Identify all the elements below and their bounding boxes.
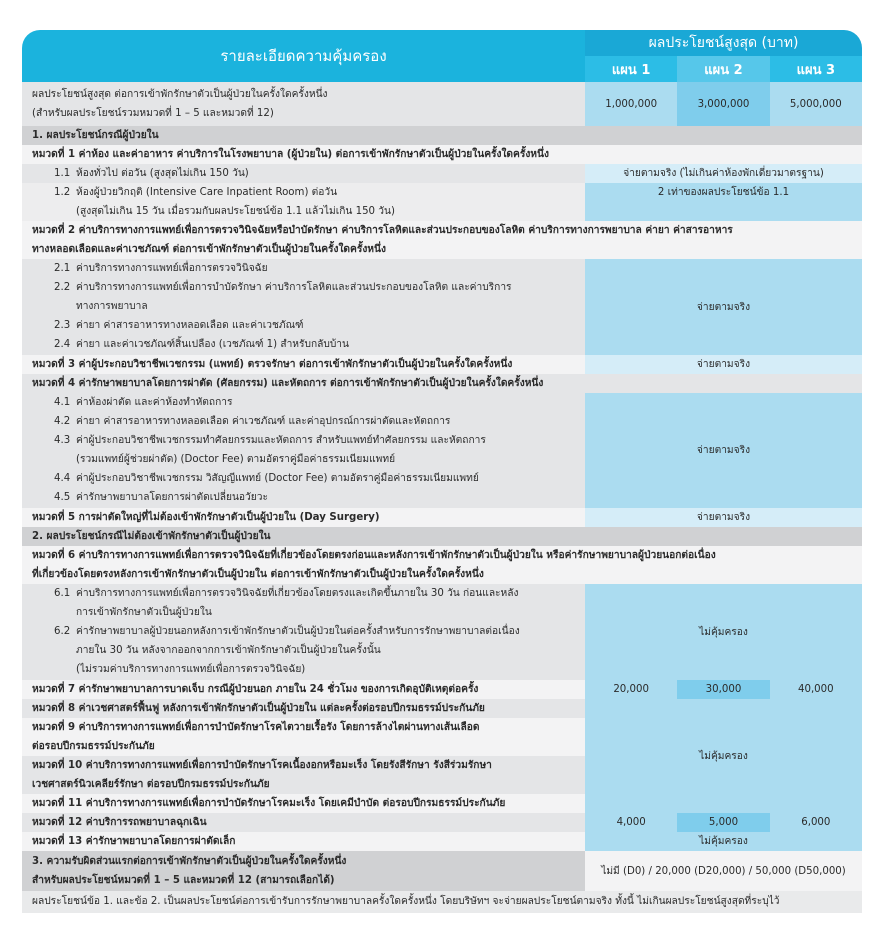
max-benefit-line1: ผลประโยชน์สูงสุด ต่อการเข้าพักรักษาตัวเป็นผู้ป่วยในครั้งใดครั้งหนึ่ง (32, 89, 328, 100)
section-2-header: 2. ผลประโยชน์กรณีไม่ต้องเข้าพักรักษาตัวเป็นผู้ป่วยใน (22, 527, 862, 546)
category-4-value: จ่ายตามจริง (585, 393, 862, 508)
category-5-row: หมวดที่ 5 การผ่าตัดใหญ่ที่ไม่ต้องเข้าพักรักษาตัวเป็นผู้ป่วยใน (Day Surgery) จ่ายตามจริง (22, 508, 862, 527)
category-12-plan2: 5,000 (677, 813, 769, 832)
category-8-row: หมวดที่ 8 ค่าเวชศาสตร์ฟื้นฟู หลังการเข้าพักรักษาตัวเป็นผู้ป่วยใน แต่ละครั้งต่อรอบปีกรมธรรม์ประกันภัย (22, 699, 585, 718)
item-1-2-value: 2 เท่าของผลประโยชน์ข้อ 1.1 (585, 183, 862, 221)
item-number: 4.5 (54, 492, 71, 503)
section-3-row: 3. ความรับผิดส่วนแรกต่อการเข้าพักรักษาตัวเป็นผู้ป่วยในครั้งใดครั้งหนึ่ง สำหรับผลประโยชน์หมวดที่ 1 – 5 และหมวดที่ 12 (สามารถเลือกได้) ไม่มี (D0) / 20,000 (D20,000) / 50,000 (D50,000) (22, 851, 862, 891)
item-number: 2.3 (54, 320, 71, 331)
item-1-1-value: จ่ายตามจริง (ไม่เกินค่าห้องพักเดี่ยวมาตรฐาน) (585, 164, 862, 183)
plan-2-header: แผน 2 (677, 56, 769, 82)
category-7-plan2: 30,000 (677, 680, 769, 699)
details-header: รายละเอียดความคุ้มครอง (22, 30, 585, 82)
item-text: ค่ายา ค่าสารอาหารทางหลอดเลือด และค่าเวชภัณฑ์ (76, 320, 304, 331)
item-text: ค่าบริการทางการแพทย์เพื่อการบำบัดรักษา ค่าบริการโลหิตและส่วนประกอบของโลหิต และค่าบริการ (76, 282, 512, 293)
category-2-item-2-4 (54, 335, 585, 354)
category-4-item-4-2 (54, 412, 585, 431)
coverage-table (22, 30, 862, 913)
category-12-plan3: 6,000 (770, 813, 862, 832)
item-number: 2.4 (54, 339, 71, 350)
item-number: 4.3 (54, 435, 71, 446)
item-number: 2.1 (54, 263, 71, 274)
category-6-value: ไม่คุ้มครอง (585, 584, 862, 680)
max-benefit-plan3: 5,000,000 (770, 82, 862, 126)
item-text-continued: ภายใน 30 วัน หลังจากออกจากการเข้าพักรักษาตัวเป็นผู้ป่วยในครั้งนั้น (76, 645, 381, 656)
category-13-value: ไม่คุ้มครอง (585, 832, 862, 851)
category-4-items (22, 393, 862, 508)
category-4-item-4-3 (54, 431, 585, 450)
section-1-header: 1. ผลประโยชน์กรณีผู้ป่วยใน (22, 126, 862, 145)
item-text: ค่าผู้ประกอบวิชาชีพเวชกรรมทำศัลยกรรมและหัตถการ สำหรับแพทย์ทำศัลยกรรม และหัตถการ (76, 435, 486, 446)
item-text: ค่ายา ค่าสารอาหารทางหลอดเลือด ค่าเวชภัณฑ์ และค่าอุปกรณ์การผ่าตัดและหัตถการ (76, 416, 451, 427)
category-8-11-value: ไม่คุ้มครอง (585, 699, 862, 813)
deductible-value: ไม่มี (D0) / 20,000 (D20,000) / 50,000 (D50,000) (585, 851, 862, 891)
item-text: ค่าบริการทางการแพทย์เพื่อการตรวจวินิจฉัย (76, 263, 268, 274)
category-9-row: หมวดที่ 9 ค่าบริการทางการแพทย์เพื่อการบำบัดรักษาโรคไตวายเรื้อรัง โดยการล้างไตผ่านทางเส้นเลือด ต่อรอบปีกรมธรรม์ประกันภัย (22, 718, 585, 756)
item-text: ค่ารักษาพยาบาลผู้ป่วยนอกหลังการเข้าพักรักษาตัวเป็นผู้ป่วยในต่อครั้งสำหรับการรักษาพยาบาลต่อเนื่อง (76, 626, 520, 637)
category-2-value: จ่ายตามจริง (585, 259, 862, 355)
item-1-2-row: 1.2 ห้องผู้ป่วยวิกฤติ (Intensive Care Inpatient Room) ต่อวัน (สูงสุดไม่เกิน 15 วัน เมื่อรวมกับผลประโยชน์ข้อ 1.1 แล้วไม่เกิน 150 วัน) 2 เท่าของผลประโยชน์ข้อ 1.1 (22, 183, 862, 221)
category-7-plan1: 20,000 (585, 680, 677, 699)
category-12-row: หมวดที่ 12 ค่าบริการรถพยาบาลฉุกเฉิน 4,000 5,000 6,000 (22, 813, 862, 832)
category-2-item-2-2 (54, 278, 585, 297)
category-4-item-4-5 (54, 488, 585, 507)
category-2-row: หมวดที่ 2 ค่าบริการทางการแพทย์เพื่อการตรวจวินิจฉัยหรือบำบัดรักษา ค่าบริการโลหิตและส่วนประกอบของโลหิต ค่าบริการทางการพยาบาล ค่ายา ค่าสารอาหาร ทางหลอดเลือดและค่าเวชภัณฑ์ ต่อการเข้าพักรักษาตัวเป็นผู้ป่วยในครั้งใดครั้งหนึ่ง (22, 221, 862, 259)
item-text-continued: (รวมแพทย์ผู้ช่วยผ่าตัด) (Doctor Fee) ตามอัตราคู่มือค่าธรรมเนียมแพทย์ (76, 454, 396, 465)
item-number: 2.2 (54, 282, 71, 293)
category-8-11-rows (22, 699, 862, 813)
category-4-item-4-1 (54, 393, 585, 412)
plan-3-header: แผน 3 (770, 56, 862, 82)
category-10-row: หมวดที่ 10 ค่าบริการทางการแพทย์เพื่อการบำบัดรักษาโรคเนื้องอกหรือมะเร็ง โดยรังสีรักษา รังสีร่วมรักษา เวชศาสตร์นิวเคลียร์รักษา ต่อรอบปีกรมธรรม์ประกันภัย (22, 756, 585, 794)
category-6-item-6-2 (54, 622, 585, 641)
item-text-continued: (ไม่รวมค่าบริการทางการแพทย์เพื่อการตรวจวินิจฉัย) (76, 664, 306, 675)
category-3-value: จ่ายตามจริง (585, 355, 862, 374)
max-benefit-row (22, 82, 862, 126)
category-2-items (22, 259, 862, 355)
max-benefit-line2: (สำหรับผลประโยชน์รวมหมวดที่ 1 – 5 และหมวดที่ 12) (32, 108, 274, 119)
item-number: 4.1 (54, 397, 71, 408)
item-number: 4.4 (54, 473, 71, 484)
category-6-row: หมวดที่ 6 ค่าบริการทางการแพทย์เพื่อการตรวจวินิจฉัยที่เกี่ยวข้องโดยตรงก่อนและหลังการเข้าพักรักษาตัวเป็นผู้ป่วยใน หรือค่ารักษาพยาบาลผู้ป่วยนอกต่อเนื่อง ที่เกี่ยวข้องโดยตรงหลังการเข้าพักรักษาตัวเป็นผู้ป่วยใน ต่อการเข้าพักรักษาตัวเป็นผู้ป่วยในครั้งใดครั้งหนึ่ง (22, 546, 862, 584)
item-1-1-row: 1.1 ห้องทั่วไป ต่อวัน (สูงสุดไม่เกิน 150 วัน) จ่ายตามจริง (ไม่เกินค่าห้องพักเดี่ยวมาตรฐาน) (22, 164, 862, 183)
category-3-row: หมวดที่ 3 ค่าผู้ประกอบวิชาชีพเวชกรรม (แพทย์) ตรวจรักษา ต่อการเข้าพักรักษาตัวเป็นผู้ป่วยในครั้งใดครั้งหนึ่ง จ่ายตามจริง (22, 355, 862, 374)
category-6-item-6-1 (54, 584, 585, 603)
plan-1-header: แผน 1 (585, 56, 677, 82)
item-number: 4.2 (54, 416, 71, 427)
category-7-row: หมวดที่ 7 ค่ารักษาพยาบาลการบาดเจ็บ กรณีผู้ป่วยนอก ภายใน 24 ชั่วโมง ของการเกิดอุบัติเหตุต่อครั้ง 20,000 30,000 40,000 (22, 680, 862, 699)
item-text: ค่าห้องผ่าตัด และค่าห้องทำหัตถการ (76, 397, 233, 408)
item-number: 6.2 (54, 626, 71, 637)
item-text-continued: การเข้าพักรักษาตัวเป็นผู้ป่วยใน (76, 607, 212, 618)
item-number: 6.1 (54, 588, 71, 599)
category-2-item-2-1 (54, 259, 585, 278)
category-4-item-4-4 (54, 469, 585, 488)
item-text: ค่ารักษาพยาบาลโดยการผ่าตัดเปลี่ยนอวัยวะ (76, 492, 268, 503)
category-13-row: หมวดที่ 13 ค่ารักษาพยาบาลโดยการผ่าตัดเล็ก ไม่คุ้มครอง (22, 832, 862, 851)
category-6-items (22, 584, 862, 680)
category-1-row: หมวดที่ 1 ค่าห้อง และค่าอาหาร ค่าบริการในโรงพยาบาล (ผู้ป่วยใน) ต่อการเข้าพักรักษาตัวเป็นผู้ป่วยในครั้งใดครั้งหนึ่ง (22, 145, 862, 164)
item-text: ค่าบริการทางการแพทย์เพื่อการตรวจวินิจฉัยที่เกี่ยวข้องโดยตรงและเกิดขึ้นภายใน 30 วัน ก่อนและหลัง (76, 588, 519, 599)
item-text: ค่ายา และค่าเวชภัณฑ์สิ้นเปลือง (เวชภัณฑ์ 1) สำหรับกลับบ้าน (76, 339, 349, 350)
max-benefit-plan1: 1,000,000 (585, 82, 677, 126)
benefit-header: ผลประโยชน์สูงสุด (บาท) (585, 30, 862, 56)
max-benefit-plan2: 3,000,000 (677, 82, 769, 126)
category-5-value: จ่ายตามจริง (585, 508, 862, 527)
item-text: ค่าผู้ประกอบวิชาชีพเวชกรรม วิสัญญีแพทย์ (Doctor Fee) ตามอัตราคู่มือค่าธรรมเนียมแพทย์ (76, 473, 479, 484)
category-12-plan1: 4,000 (585, 813, 677, 832)
item-text-continued: ทางการพยาบาล (76, 301, 148, 312)
table-header (22, 30, 862, 82)
footer-note: ผลประโยชน์ข้อ 1. และข้อ 2. เป็นผลประโยชน์ต่อการเข้ารับการรักษาพยาบาลครั้งใดครั้งหนึ่ง โดยบริษัทฯ จะจ่ายผลประโยชน์ตามจริง ทั้งนี้ ไม่เกินผลประโยชน์สูงสุดที่ระบุไว้ (22, 891, 862, 913)
category-7-plan3: 40,000 (770, 680, 862, 699)
category-11-row: หมวดที่ 11 ค่าบริการทางการแพทย์เพื่อการบำบัดรักษาโรคมะเร็ง โดยเคมีบำบัด ต่อรอบปีกรมธรรม์ประกันภัย (22, 794, 585, 813)
category-4-row: หมวดที่ 4 ค่ารักษาพยาบาลโดยการผ่าตัด (ศัลยกรรม) และหัตถการ ต่อการเข้าพักรักษาตัวเป็นผู้ป่วยในครั้งใดครั้งหนึ่ง (22, 374, 862, 393)
category-2-item-2-3 (54, 316, 585, 335)
